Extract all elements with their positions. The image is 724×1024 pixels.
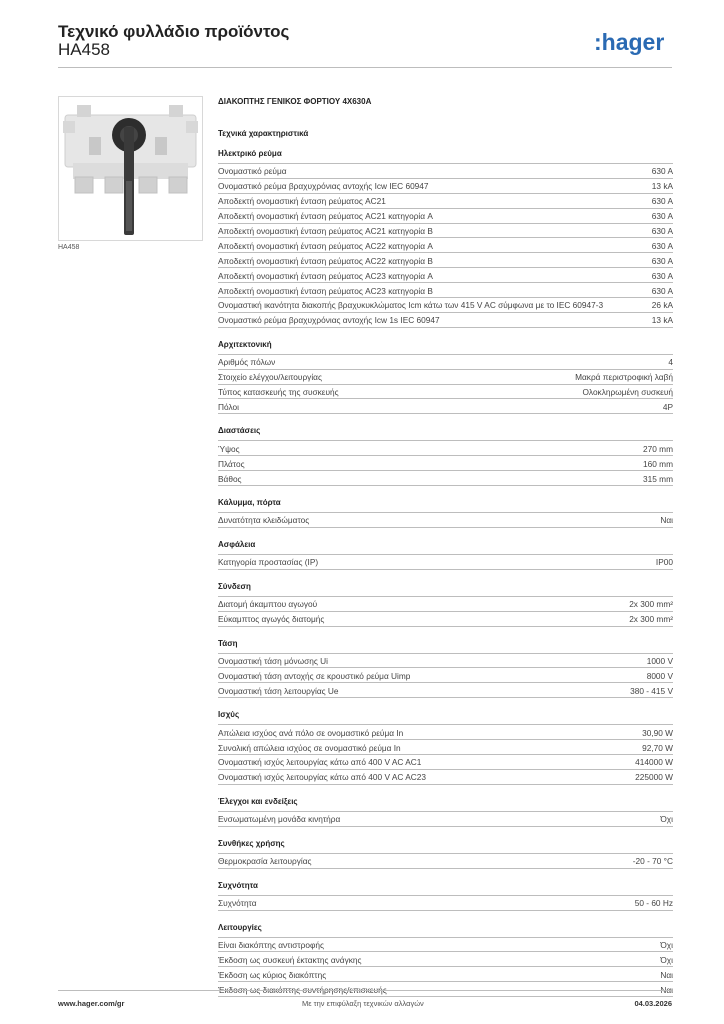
spec-value: 630 A [651,225,673,236]
spec-rows [218,895,673,911]
spec-value: 160 mm [643,458,673,469]
spec-section [218,539,673,570]
spec-section [218,709,673,785]
spec-label: Συνολική απώλεια ισχύος σε ονομαστικό ρεύμα In [218,742,401,753]
spec-label: Αποδεκτή ονομαστική ένταση ρεύματος AC23 κατηγορία B [218,285,433,296]
spec-row [218,951,673,966]
spec-label: Αποδεκτή ονομαστική ένταση ρεύματος AC21 κατηγορία B [218,225,433,236]
spec-row [218,455,673,470]
spec-label: Ύψος [218,443,240,454]
spec-label: Στοιχείο ελέγχου/λειτουργίας [218,372,322,383]
spec-section [218,838,673,869]
spec-label: Ονομαστική τάση αντοχής σε κρουστικό ρεύμα Uimp [218,670,411,681]
product-title: ΔΙΑΚΟΠΤΗΣ ΓΕΝΙΚΟΣ ΦΟΡΤΙΟΥ 4X630A [218,97,372,106]
spec-label: Ονομαστική ισχύς λειτουργίας κάτω από 400 V AC AC23 [218,772,426,783]
spec-value: 13 kA [651,181,673,192]
spec-label: Βάθος [218,473,242,484]
spec-value: 2x 300 mm² [629,599,673,610]
spec-row [218,981,673,996]
spec-value: Ολοκληρωμένη συσκευή [582,386,673,397]
spec-label: Αποδεκτή ονομαστική ένταση ρεύματος AC21 κατηγορία A [218,211,433,222]
spec-value: 26 kA [651,300,673,311]
spec-rows [218,724,673,785]
spec-row [218,252,673,267]
section-title: Αρχιτεκτονική [218,339,272,349]
spec-row [218,178,673,193]
spec-label: Αποδεκτή ονομαστική ένταση ρεύματος AC23 κατηγορία A [218,270,433,281]
spec-label: Συχνότητα [218,898,257,908]
section-title: Τάση [218,638,238,648]
spec-section [218,638,673,699]
spec-value: IP00 [655,557,673,568]
spec-value: 8000 V [646,670,673,681]
section-title: Διαστάσεις [218,426,261,436]
section-title: Σύνδεση [218,581,251,591]
spec-sections [218,148,673,997]
spec-label: Αποδεκτή ονομαστική ένταση ρεύματος AC22 κατηγορία A [218,240,433,251]
spec-label: Ονομαστικό ρεύμα [218,166,287,177]
spec-value: 270 mm [643,443,673,454]
spec-value: 414000 W [635,757,673,768]
section-title: Κάλυμμα, πόρτα [218,498,281,508]
spec-section [218,796,673,827]
spec-section [218,148,673,328]
spec-label: Ονομαστική τάση λειτουργίας Ue [218,685,339,696]
spec-content [218,96,673,1008]
spec-row [218,937,673,952]
spec-value: 630 A [651,285,673,296]
header-divider [58,67,672,68]
footer-note: Με την επιφύλαξη τεχνικών αλλαγών [302,999,424,1008]
spec-row [218,653,673,668]
section-title: Συνθήκες χρήσης [218,838,285,848]
spec-label: Τύπος κατασκευής της συσκευής [218,386,339,397]
spec-section [218,497,673,528]
spec-section [218,581,673,627]
spec-label: Αποδεκτή ονομαστική ένταση ρεύματος AC22 κατηγορία B [218,255,433,266]
spec-row [218,208,673,223]
spec-value: 225000 W [635,772,673,783]
spec-label: Πόλοι [218,401,239,412]
spec-label: Αποδεκτή ονομαστική ένταση ρεύματος AC21 [218,196,386,207]
spec-value: 2x 300 mm² [629,614,673,625]
spec-rows [218,354,673,415]
spec-row [218,667,673,682]
spec-rows [218,440,673,486]
spec-label: Ονομαστικό ρεύμα βραχυχρόνιας αντοχής Icw IEC 60947 [218,181,429,192]
spec-row [218,811,673,826]
spec-value: 380 - 415 V [630,685,673,696]
spec-section [218,339,673,415]
hager-logo-text: :hager [594,30,665,55]
spec-label: Ονομαστικό ρεύμα βραχυχρόνιας αντοχής Icw 1s IEC 60947 [218,315,440,326]
spec-value: 630 A [651,166,673,177]
footer-divider [58,990,672,991]
spec-rows [218,163,673,328]
hager-logo [594,30,674,56]
spec-section [218,922,673,998]
spec-row [218,312,673,327]
spec-value: Ναι [660,515,673,526]
section-title: Ισχύς [218,710,240,720]
spec-row [218,754,673,769]
footer-date: 04.03.2026 [634,999,672,1008]
spec-value: 1000 V [646,655,673,666]
spec-row [218,611,673,626]
spec-value: 4P [662,401,673,412]
spec-row [218,596,673,611]
spec-value: 630 A [651,196,673,207]
spec-label: Ενσωματωμένη μονάδα κινητήρα [218,814,341,825]
spec-rows [218,512,673,528]
spec-row [218,223,673,238]
spec-label: Ονομαστική τάση μόνωσης Ui [218,655,328,666]
spec-rows [218,554,673,570]
spec-label: Ονομαστική ισχύς λειτουργίας κάτω από 400 V AC AC1 [218,757,422,768]
spec-value: 630 A [651,270,673,281]
spec-row [218,267,673,282]
spec-row [218,237,673,252]
spec-row [218,966,673,981]
spec-value: 13 kA [651,315,673,326]
spec-row [218,440,673,455]
spec-value: 630 A [651,211,673,222]
section-title: Λειτουργίες [218,922,262,932]
spec-row [218,354,673,369]
spec-value: 4 [668,357,673,368]
spec-label: Έκδοση ως διακόπτης συντήρησης/επισκευής [218,984,387,995]
spec-label: Κατηγορία προστασίας (IP) [218,557,319,568]
spec-value: 92,70 W [642,742,673,753]
spec-value: 50 - 60 Hz [634,898,673,908]
spec-label: Διατομή άκαμπτου αγωγού [218,599,318,610]
image-caption: HA458 [58,244,80,251]
spec-rows [218,653,673,699]
section-title: Ασφάλεια [218,539,256,549]
spec-section [218,880,673,911]
spec-section [218,425,673,486]
section-title: Ηλεκτρικό ρεύμα [218,149,282,158]
spec-label: Είναι διακόπτης αντιστροφής [218,939,324,950]
tech-heading: Τεχνικά χαρακτηριστικά [218,129,309,138]
footer-website[interactable]: www.hager.com/gr [58,999,125,1008]
spec-row [218,769,673,784]
spec-row [218,163,673,178]
spec-row [218,512,673,527]
spec-value: Όχι [660,814,673,825]
spec-rows [218,811,673,827]
spec-value: -20 - 70 °C [632,856,673,867]
switch-illustration [59,97,202,240]
page-title: Τεχνικό φυλλάδιο προϊόντος [58,22,290,41]
spec-label: Έκδοση ως κύριος διακόπτης [218,969,327,980]
spec-label: Έκδοση ως συσκευή έκτακτης ανάγκης [218,954,362,965]
spec-row [218,398,673,413]
section-title: Συχνότητα [218,880,258,890]
spec-row [218,895,673,910]
spec-value: Ναι [660,969,673,980]
spec-label: Αριθμός πόλων [218,357,276,368]
spec-value: Όχι [660,939,673,950]
spec-value: Όχι [660,954,673,965]
spec-row [218,853,673,868]
spec-row [218,282,673,297]
spec-row [218,297,673,312]
spec-row [218,470,673,485]
spec-value: Μακρά περιστροφική λαβή [575,372,673,383]
spec-rows [218,937,673,998]
section-title: Έλεγχοι και ενδείξεις [218,796,298,806]
spec-row [218,682,673,697]
spec-label: Ονομαστική ικανότητα διακοπής βραχυκυκλώματος Icm κάτω των 415 V AC σύμφωνα με το IEC 60947-3 [218,300,604,311]
spec-value: 630 A [651,255,673,266]
spec-label: Απώλεια ισχύος ανά πόλο σε ονομαστικό ρεύμα In [218,727,404,738]
spec-row [218,554,673,569]
spec-row [218,193,673,208]
spec-value: Ναι [660,984,673,995]
spec-value: 30,90 W [642,727,673,738]
spec-row [218,384,673,399]
spec-value: 315 mm [643,473,673,484]
spec-label: Εύκαμπτος αγωγός διατομής [218,614,325,625]
product-code: HA458 [58,40,110,59]
spec-row [218,369,673,384]
spec-label: Δυνατότητα κλειδώματος [218,515,310,526]
spec-row [218,724,673,739]
spec-rows [218,596,673,627]
spec-row [218,739,673,754]
product-image [58,96,203,241]
spec-label: Θερμοκρασία λειτουργίας [218,856,312,867]
spec-label: Πλάτος [218,458,245,469]
spec-value: 630 A [651,240,673,251]
spec-rows [218,853,673,869]
